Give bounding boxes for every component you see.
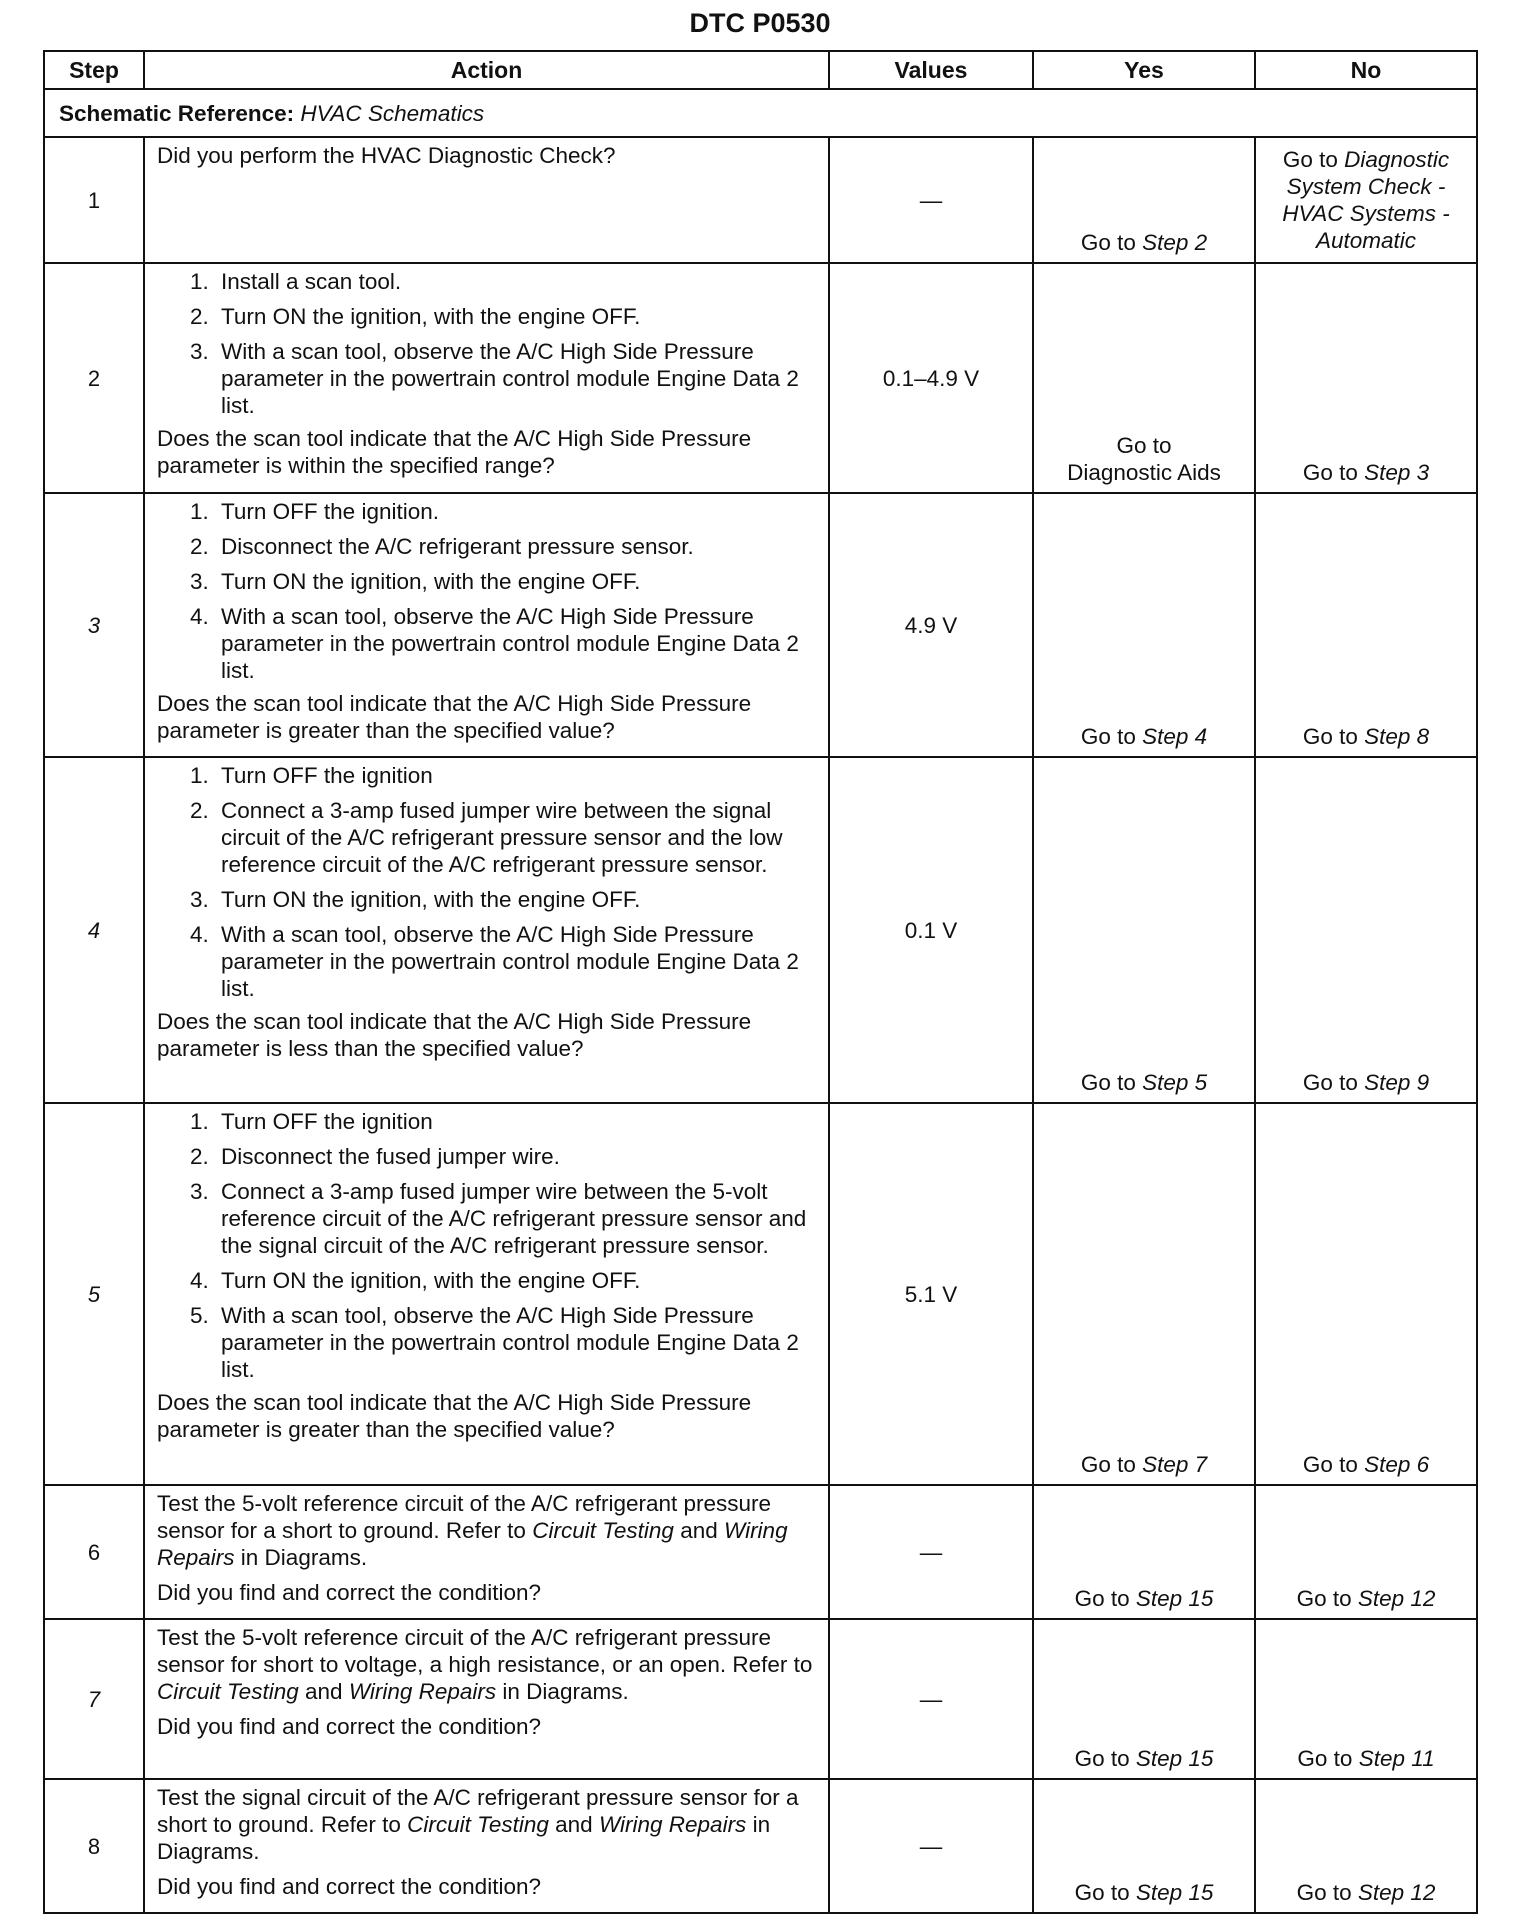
table-row xyxy=(44,1619,1477,1779)
list-item: 4. Turn ON the ignition, with the engine OFF. xyxy=(215,1267,820,1294)
yes-cell[interactable] xyxy=(1033,1619,1255,1779)
no-cell[interactable] xyxy=(1255,137,1477,263)
go-to-label: Go to xyxy=(1302,1452,1358,1477)
schematic-reference-row xyxy=(44,89,1477,137)
list-item: 3. With a scan tool, observe the A/C High Side Pressure parameter in the powertrain control module Engine Data 2 list. xyxy=(215,338,820,419)
value-cell: — xyxy=(829,1779,1033,1913)
action-question: Does the scan tool indicate that the A/C High Side Pressure parameter is less than the specified value? xyxy=(157,1009,752,1061)
value-cell: — xyxy=(829,137,1033,263)
go-to-label: Go to xyxy=(1296,1586,1352,1611)
value-cell: 4.9 V xyxy=(829,493,1033,757)
list-item: 4. With a scan tool, observe the A/C High Side Pressure parameter in the powertrain control module Engine Data 2 list. xyxy=(215,921,820,1002)
no-target[interactable]: Diagnostic System Check - HVAC Systems - Automatic xyxy=(1282,147,1450,253)
go-to-label: Go to xyxy=(1080,1070,1136,1095)
step-number: 1 xyxy=(44,137,144,263)
action-cell xyxy=(144,1619,829,1779)
list-item: 3. Connect a 3-amp fused jumper wire between the 5-volt reference circuit of the A/C refrigerant pressure sensor and the signal circuit of the A/C refrigerant pressure sensor. xyxy=(215,1178,820,1259)
action-text: Did you perform the HVAC Diagnostic Check? xyxy=(157,143,616,168)
no-target[interactable]: Step 11 xyxy=(1358,1746,1435,1771)
table-row xyxy=(44,263,1477,493)
no-target[interactable]: Step 12 xyxy=(1357,1880,1436,1905)
value-cell: — xyxy=(829,1619,1033,1779)
schematic-label: Schematic Reference: xyxy=(59,100,295,126)
action-cell xyxy=(144,493,829,757)
action-list xyxy=(157,1108,820,1383)
diagnostic-table xyxy=(43,50,1478,1914)
go-to-label: Go to xyxy=(1080,1452,1136,1477)
action-list xyxy=(157,268,820,419)
list-item: 4. With a scan tool, observe the A/C High Side Pressure parameter in the powertrain control module Engine Data 2 list. xyxy=(215,603,820,684)
action-cell xyxy=(144,1485,829,1619)
table-row xyxy=(44,1485,1477,1619)
go-to-label: Go to xyxy=(1080,230,1136,255)
go-to-label: Go to xyxy=(1074,1746,1130,1771)
document-title: DTC P0530 xyxy=(689,8,831,38)
action-cell xyxy=(144,1779,829,1913)
no-cell[interactable] xyxy=(1255,493,1477,757)
list-item: 2. Disconnect the A/C refrigerant pressure sensor. xyxy=(215,533,820,560)
header-row xyxy=(44,51,1477,89)
reference-link[interactable]: Circuit Testing xyxy=(407,1812,549,1837)
list-item: 5. With a scan tool, observe the A/C High Side Pressure parameter in the powertrain control module Engine Data 2 list. xyxy=(215,1302,820,1383)
action-text: Test the 5-volt reference circuit of the A/C refrigerant pressure sensor for short to voltage, a high resistance, or an open. Refer to Circuit Testing and Wiring Repairs in Diagrams. xyxy=(157,1625,813,1704)
yes-cell[interactable] xyxy=(1033,1485,1255,1619)
no-cell[interactable] xyxy=(1255,757,1477,1103)
step-number: 5 xyxy=(44,1103,144,1485)
no-cell[interactable] xyxy=(1255,1103,1477,1485)
action-question: Does the scan tool indicate that the A/C High Side Pressure parameter is within the specified range? xyxy=(157,426,752,478)
go-to-label: Go to xyxy=(1302,1070,1358,1095)
yes-target[interactable]: Step 7 xyxy=(1142,1452,1208,1477)
yes-target[interactable]: Step 15 xyxy=(1135,1746,1214,1771)
step-number: 6 xyxy=(44,1485,144,1619)
value-cell: 0.1 V xyxy=(829,757,1033,1103)
yes-target[interactable]: Step 15 xyxy=(1135,1880,1214,1905)
go-to-label: Go to xyxy=(1074,1880,1130,1905)
go-to-label: Go to xyxy=(1116,433,1172,458)
action-question: Did you find and correct the condition? xyxy=(157,1714,541,1739)
no-cell[interactable] xyxy=(1255,1779,1477,1913)
reference-link[interactable]: Circuit Testing xyxy=(532,1518,674,1543)
yes-target[interactable]: Step 4 xyxy=(1142,724,1208,749)
yes-cell[interactable] xyxy=(1033,1103,1255,1485)
yes-cell[interactable] xyxy=(1033,137,1255,263)
list-item: 3. Turn ON the ignition, with the engine OFF. xyxy=(215,568,820,595)
list-item: 2. Disconnect the fused jumper wire. xyxy=(215,1143,820,1170)
list-item: 1. Turn OFF the ignition. xyxy=(215,498,820,525)
list-item: 1. Turn OFF the ignition xyxy=(215,762,820,789)
yes-cell[interactable] xyxy=(1033,757,1255,1103)
action-question: Does the scan tool indicate that the A/C High Side Pressure parameter is greater than the specified value? xyxy=(157,1390,752,1442)
no-target[interactable]: Step 8 xyxy=(1364,724,1430,749)
action-cell xyxy=(144,757,829,1103)
list-item: 3. Turn ON the ignition, with the engine OFF. xyxy=(215,886,820,913)
action-question: Does the scan tool indicate that the A/C High Side Pressure parameter is greater than the specified value? xyxy=(157,691,752,743)
value-cell: 5.1 V xyxy=(829,1103,1033,1485)
action-text: Test the 5-volt reference circuit of the A/C refrigerant pressure sensor for a short to ground. Refer to Circuit Testing and Wiring Repairs in Diagrams. xyxy=(157,1491,788,1570)
step-number: 7 xyxy=(44,1619,144,1779)
header-step: Step xyxy=(44,51,144,89)
list-item: 1. Turn OFF the ignition xyxy=(215,1108,820,1135)
table-row xyxy=(44,493,1477,757)
list-item: 1. Install a scan tool. xyxy=(215,268,820,295)
yes-cell[interactable] xyxy=(1033,1779,1255,1913)
no-cell[interactable] xyxy=(1255,263,1477,493)
step-number: 4 xyxy=(44,757,144,1103)
yes-target[interactable]: Step 5 xyxy=(1142,1070,1208,1095)
go-to-label: Go to xyxy=(1302,724,1358,749)
action-list xyxy=(157,762,820,1002)
list-item: 2. Turn ON the ignition, with the engine OFF. xyxy=(215,303,820,330)
no-target[interactable]: Step 6 xyxy=(1364,1452,1430,1477)
table-row xyxy=(44,1779,1477,1913)
step-number: 2 xyxy=(44,263,144,493)
go-to-label: Go to xyxy=(1302,460,1358,485)
table-row xyxy=(44,1103,1477,1485)
action-cell xyxy=(144,263,829,493)
reference-link[interactable]: Wiring Repairs xyxy=(348,1679,497,1704)
header-no: No xyxy=(1255,51,1477,89)
no-cell[interactable] xyxy=(1255,1485,1477,1619)
step-number: 8 xyxy=(44,1779,144,1913)
yes-target[interactable]: Diagnostic Aids xyxy=(1067,460,1221,485)
action-list xyxy=(157,498,820,684)
yes-target[interactable]: Step 15 xyxy=(1135,1586,1214,1611)
yes-cell[interactable] xyxy=(1033,493,1255,757)
action-question: Did you find and correct the condition? xyxy=(157,1874,541,1899)
go-to-label: Go to xyxy=(1080,724,1136,749)
no-target[interactable]: Step 9 xyxy=(1364,1070,1430,1095)
header-yes: Yes xyxy=(1033,51,1255,89)
schematic-reference xyxy=(44,89,1477,137)
action-text: Test the signal circuit of the A/C refrigerant pressure sensor for a short to ground. Refer to Circuit Testing and Wiring Repairs in Diagrams. xyxy=(157,1785,799,1864)
table-row xyxy=(44,137,1477,263)
yes-target[interactable]: Step 2 xyxy=(1142,230,1208,255)
value-cell: 0.1–4.9 V xyxy=(829,263,1033,493)
action-cell xyxy=(144,1103,829,1485)
no-target[interactable]: Step 12 xyxy=(1357,1586,1436,1611)
schematic-link[interactable]: HVAC Schematics xyxy=(300,100,485,126)
value-cell: — xyxy=(829,1485,1033,1619)
table-row xyxy=(44,757,1477,1103)
go-to-label: Go to xyxy=(1297,1746,1353,1771)
reference-link[interactable]: Wiring Repairs xyxy=(598,1812,747,1837)
no-target[interactable]: Step 3 xyxy=(1364,460,1430,485)
header-values: Values xyxy=(829,51,1033,89)
reference-link[interactable]: Circuit Testing xyxy=(157,1679,299,1704)
reference-link[interactable]: Wiring Repairs xyxy=(157,1518,788,1570)
go-to-label: Go to xyxy=(1282,147,1338,172)
action-question: Did you find and correct the condition? xyxy=(157,1580,541,1605)
header-action: Action xyxy=(144,51,829,89)
yes-cell[interactable] xyxy=(1033,263,1255,493)
list-item: 2. Connect a 3-amp fused jumper wire between the signal circuit of the A/C refrigerant pressure sensor and the low reference circuit of the A/C refrigerant pressure sensor. xyxy=(215,797,820,878)
action-cell xyxy=(144,137,829,263)
no-cell[interactable] xyxy=(1255,1619,1477,1779)
step-number: 3 xyxy=(44,493,144,757)
go-to-label: Go to xyxy=(1074,1586,1130,1611)
go-to-label: Go to xyxy=(1296,1880,1352,1905)
